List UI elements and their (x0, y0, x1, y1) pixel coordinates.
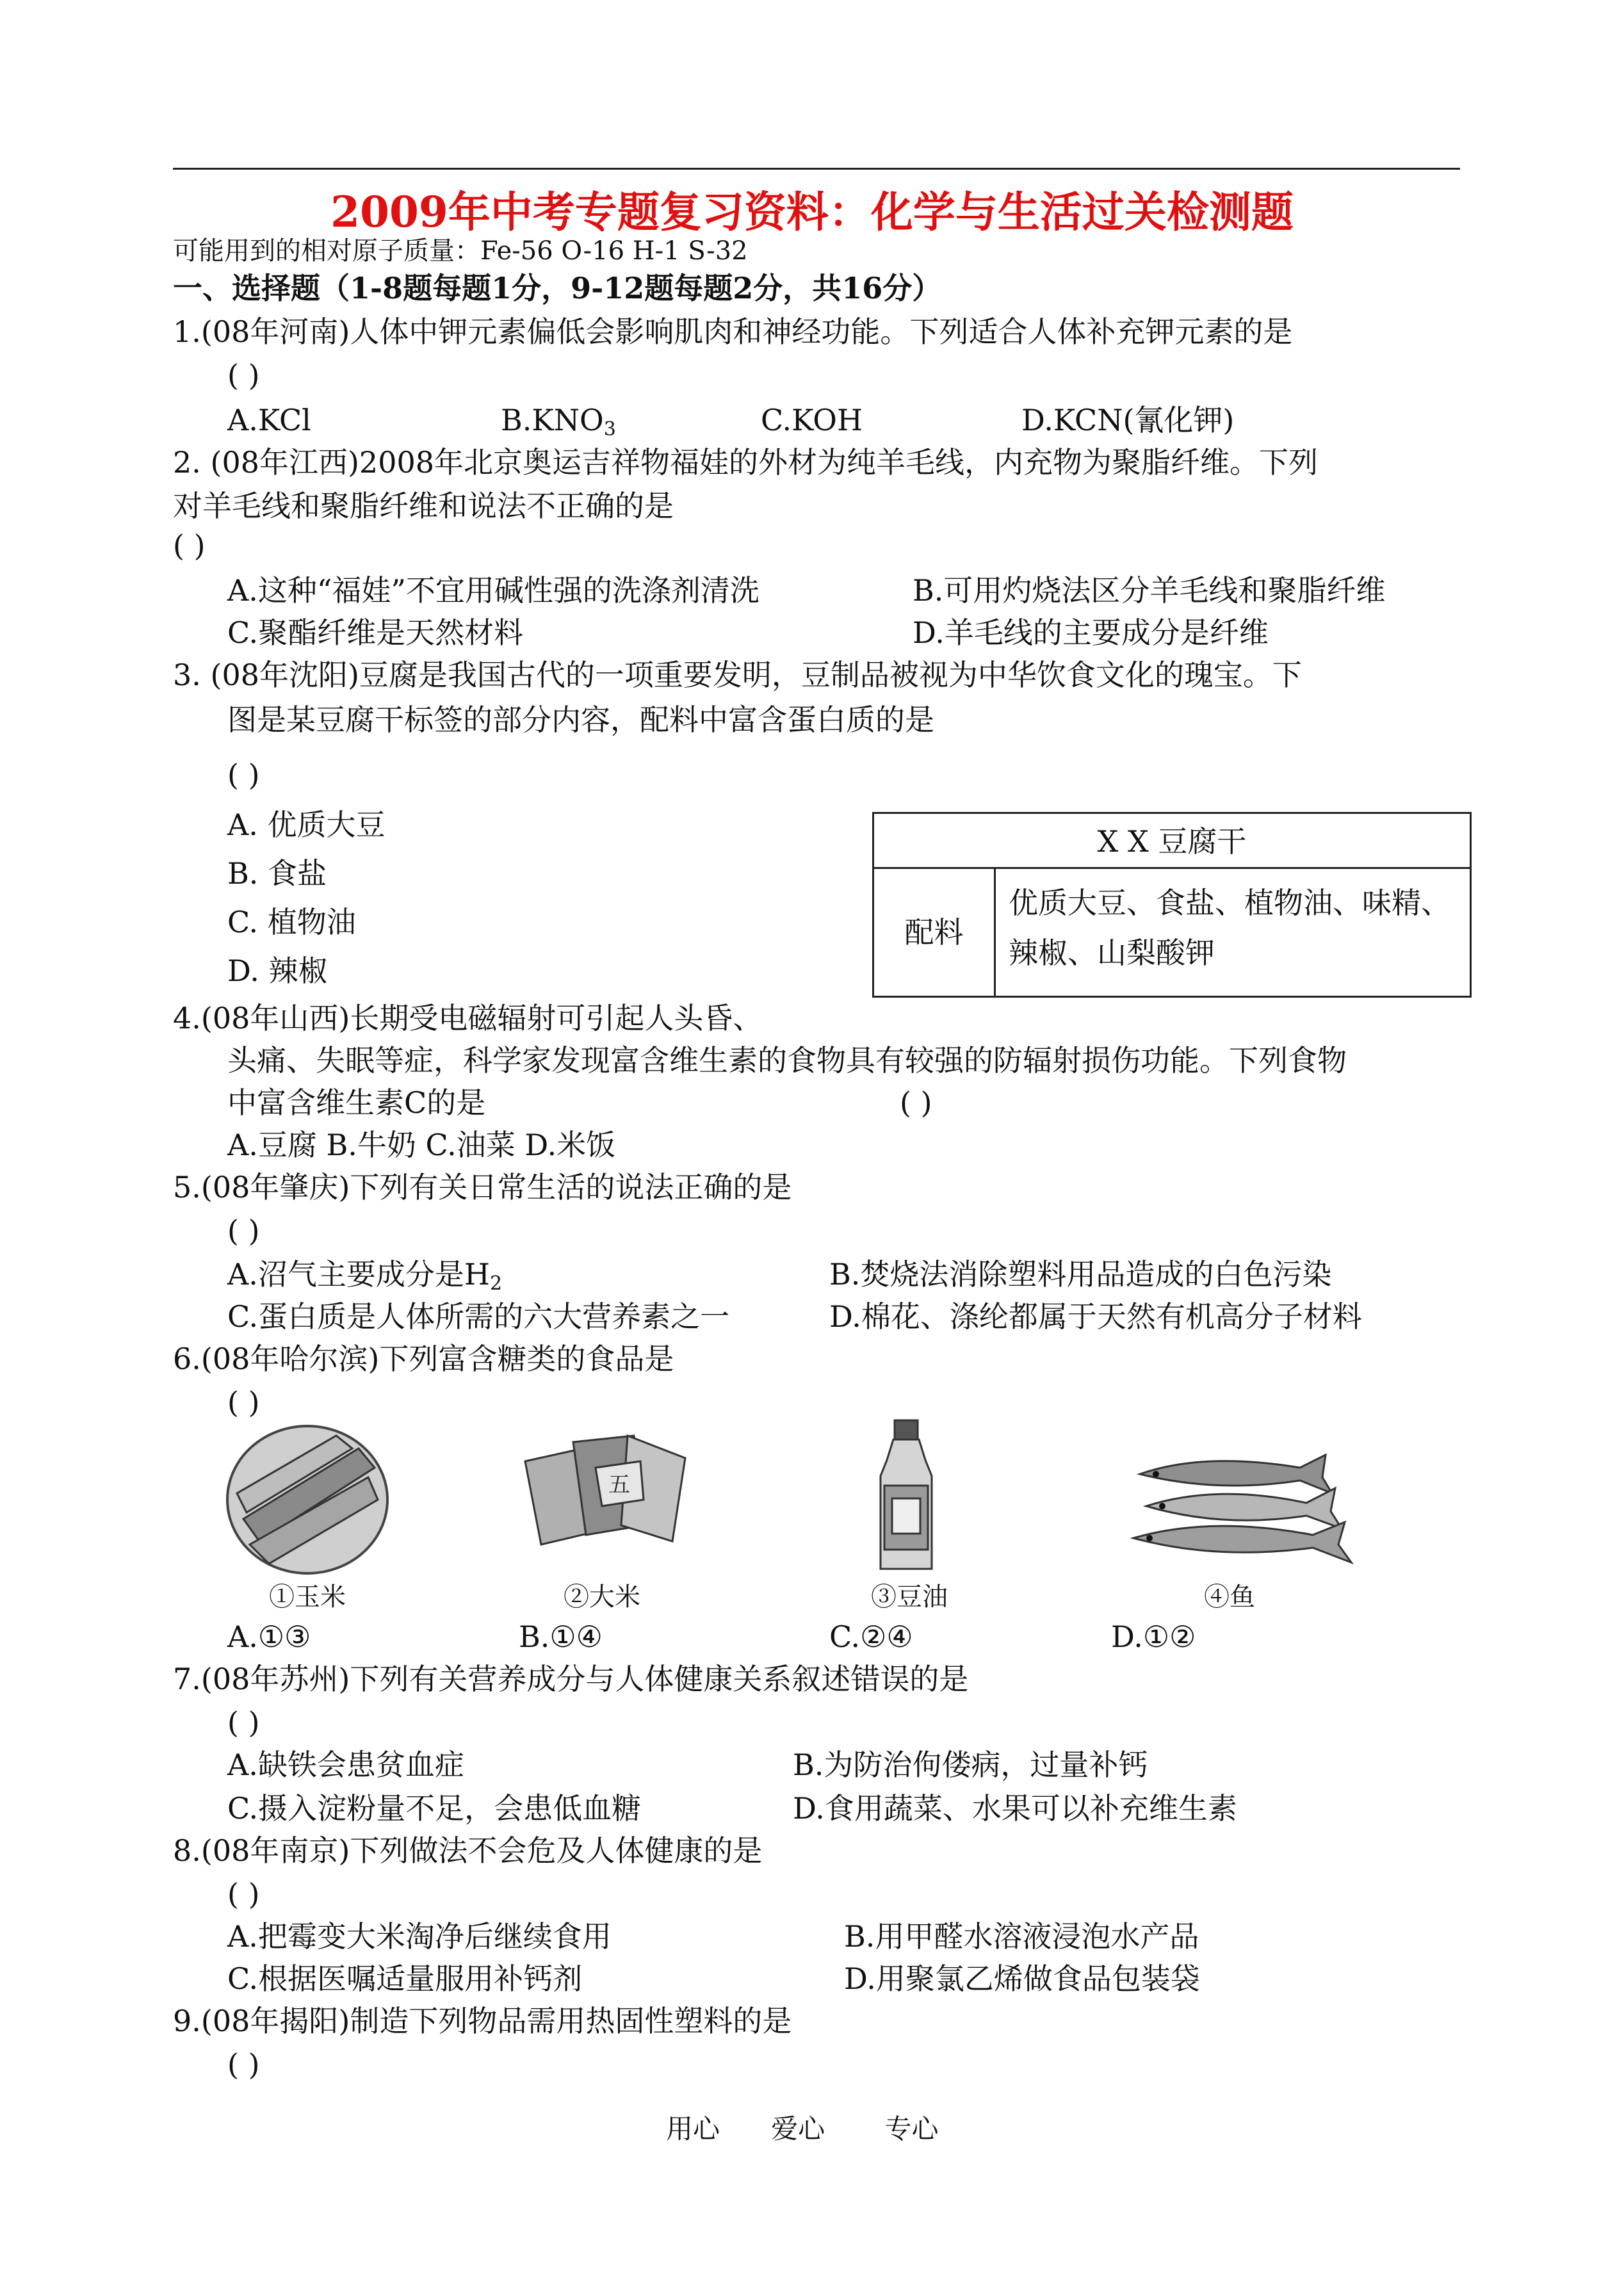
q5-option-b: B.焚烧法消除塑料用品造成的白色污染 (829, 1257, 1332, 1292)
page-footer: 用心 爱心 专心 (666, 2113, 939, 2145)
table-label: 配料 (874, 869, 996, 996)
q5-blank: ( ) (227, 1213, 260, 1248)
q5-option-c: C.蛋白质是人体所需的六大营养素之一 (227, 1299, 730, 1334)
q7-option-a: A.缺铁会患贫血症 (227, 1748, 464, 1782)
fish-image (1121, 1448, 1358, 1570)
q2-option-d: D.羊毛线的主要成分是纤维 (913, 615, 1269, 650)
q6-option-d: D.①② (1111, 1619, 1196, 1654)
q4-stem-line1: 4.(08年山西)长期受电磁辐射可引起人头昏、 (173, 1001, 763, 1035)
q7-option-b: B.为防治佝偻病，过量补钙 (793, 1748, 1148, 1782)
atomic-mass-note: 可能用到的相对原子质量：Fe-56 O-16 H-1 S-32 (173, 236, 748, 266)
q2-option-c: C.聚酯纤维是天然材料 (227, 615, 524, 650)
q8-option-d: D.用聚氯乙烯做食品包装袋 (844, 1961, 1200, 1996)
corn-image (224, 1423, 391, 1577)
q1-option-c: C.KOH (761, 403, 863, 437)
caption-soy-oil: ③豆油 (871, 1582, 948, 1612)
q2-stem-line1: 2. (08年江西)2008年北京奥运吉祥物福娃的外材为纯羊毛线，内充物为聚脂纤维。下列 (173, 445, 1319, 480)
q8-blank: ( ) (227, 1877, 260, 1911)
q3-option-b: B. 食盐 (227, 856, 327, 891)
q1-option-b: $B.KNO_3$ (501, 403, 616, 441)
rice-bags-image (512, 1423, 704, 1557)
table-value: 优质大豆、食盐、植物油、味精、辣椒、山梨酸钾 (1009, 886, 1450, 970)
q8-stem: 8.(08年南京)下列做法不会危及人体健康的是 (173, 1833, 763, 1868)
caption-fish: ④鱼 (1204, 1582, 1255, 1612)
q3-stem-line1: 3. (08年沈阳)豆腐是我国古代的一项重要发明，豆制品被视为中华饮食文化的瑰宝。下 (173, 658, 1302, 692)
q3-stem-line2: 图是某豆腐干标签的部分内容，配料中富含蛋白质的是 (227, 702, 934, 737)
tofu-label-table (872, 812, 1472, 998)
svg-text:五: 五 (608, 1472, 630, 1498)
q6-stem: 6.(08年哈尔滨)下列富含糖类的食品是 (173, 1342, 674, 1376)
q6-option-b: B.①④ (519, 1619, 603, 1654)
caption-corn: ①玉米 (269, 1582, 346, 1612)
q4-blank: ( ) (900, 1085, 932, 1120)
q7-option-c: C.摄入淀粉量不足，会患低血糖 (227, 1791, 642, 1826)
soy-oil-bottle-image (868, 1415, 945, 1575)
q7-blank: ( ) (227, 1705, 260, 1740)
q1-stem: 1.(08年河南)人体中钾元素偏低会影响肌肉和神经功能。下列适合人体补充钾元素的是 (173, 314, 1293, 349)
q8-option-c: C.根据医嘱适量服用补钙剂 (227, 1961, 583, 1996)
q3-option-d: D. 辣椒 (227, 953, 328, 988)
q1-option-d: D.KCN(氰化钾) (1021, 403, 1235, 437)
q7-option-d: D.食用蔬菜、水果可以补充维生素 (793, 1791, 1237, 1826)
q2-stem-line2: 对羊毛线和聚脂纤维和说法不正确的是 (173, 489, 674, 523)
q4-stem-line3: 中富含维生素C的是 (227, 1085, 486, 1120)
caption-rice: ②大米 (564, 1582, 640, 1612)
header-rule (173, 168, 1460, 170)
q9-stem: 9.(08年揭阳)制造下列物品需用热固性塑料的是 (173, 2004, 792, 2038)
q2-option-b: B.可用灼烧法区分羊毛线和聚脂纤维 (913, 573, 1386, 608)
q9-blank: ( ) (227, 2047, 260, 2082)
q6-option-a: A.①③ (227, 1619, 311, 1654)
q3-option-a: A. 优质大豆 (227, 807, 386, 842)
q8-option-b: B.用甲醛水溶液浸泡水产品 (844, 1919, 1199, 1954)
q2-option-a: A.这种“福娃”不宜用碱性强的洗涤剂清洗 (227, 573, 759, 608)
q2-blank: ( ) (173, 528, 206, 563)
q4-options: A.豆腐 B.牛奶 C.油菜 D.米饭 (227, 1128, 616, 1162)
q3-option-c: C. 植物油 (227, 905, 356, 939)
q5-stem: 5.(08年肇庆)下列有关日常生活的说法正确的是 (173, 1170, 792, 1204)
page-title: 2009年中考专题复习资料：化学与生活过关检测题 (330, 187, 1294, 237)
section-heading: 一、选择题（1-8题每题1分，9-12题每题2分，共16分） (173, 271, 942, 305)
q5-option-d: D.棉花、涤纶都属于天然有机高分子材料 (829, 1299, 1362, 1334)
table-title: X X 豆腐干 (874, 814, 1470, 869)
q6-blank: ( ) (227, 1385, 260, 1420)
q1-blank: ( ) (227, 358, 260, 393)
q8-option-a: A.把霉变大米淘净后继续食用 (227, 1919, 612, 1954)
q4-stem-line2: 头痛、失眠等症，科学家发现富含维生素的食物具有较强的防辐射损伤功能。下列食物 (227, 1043, 1347, 1078)
q6-option-c: C.②④ (829, 1619, 913, 1654)
q3-blank: ( ) (227, 758, 260, 792)
q5-option-a: A.沼气主要成分是$H_2$ (227, 1257, 503, 1295)
q7-stem: 7.(08年苏州)下列有关营养成分与人体健康关系叙述错误的是 (173, 1662, 969, 1696)
q1-option-a: A.KCl (227, 403, 311, 437)
